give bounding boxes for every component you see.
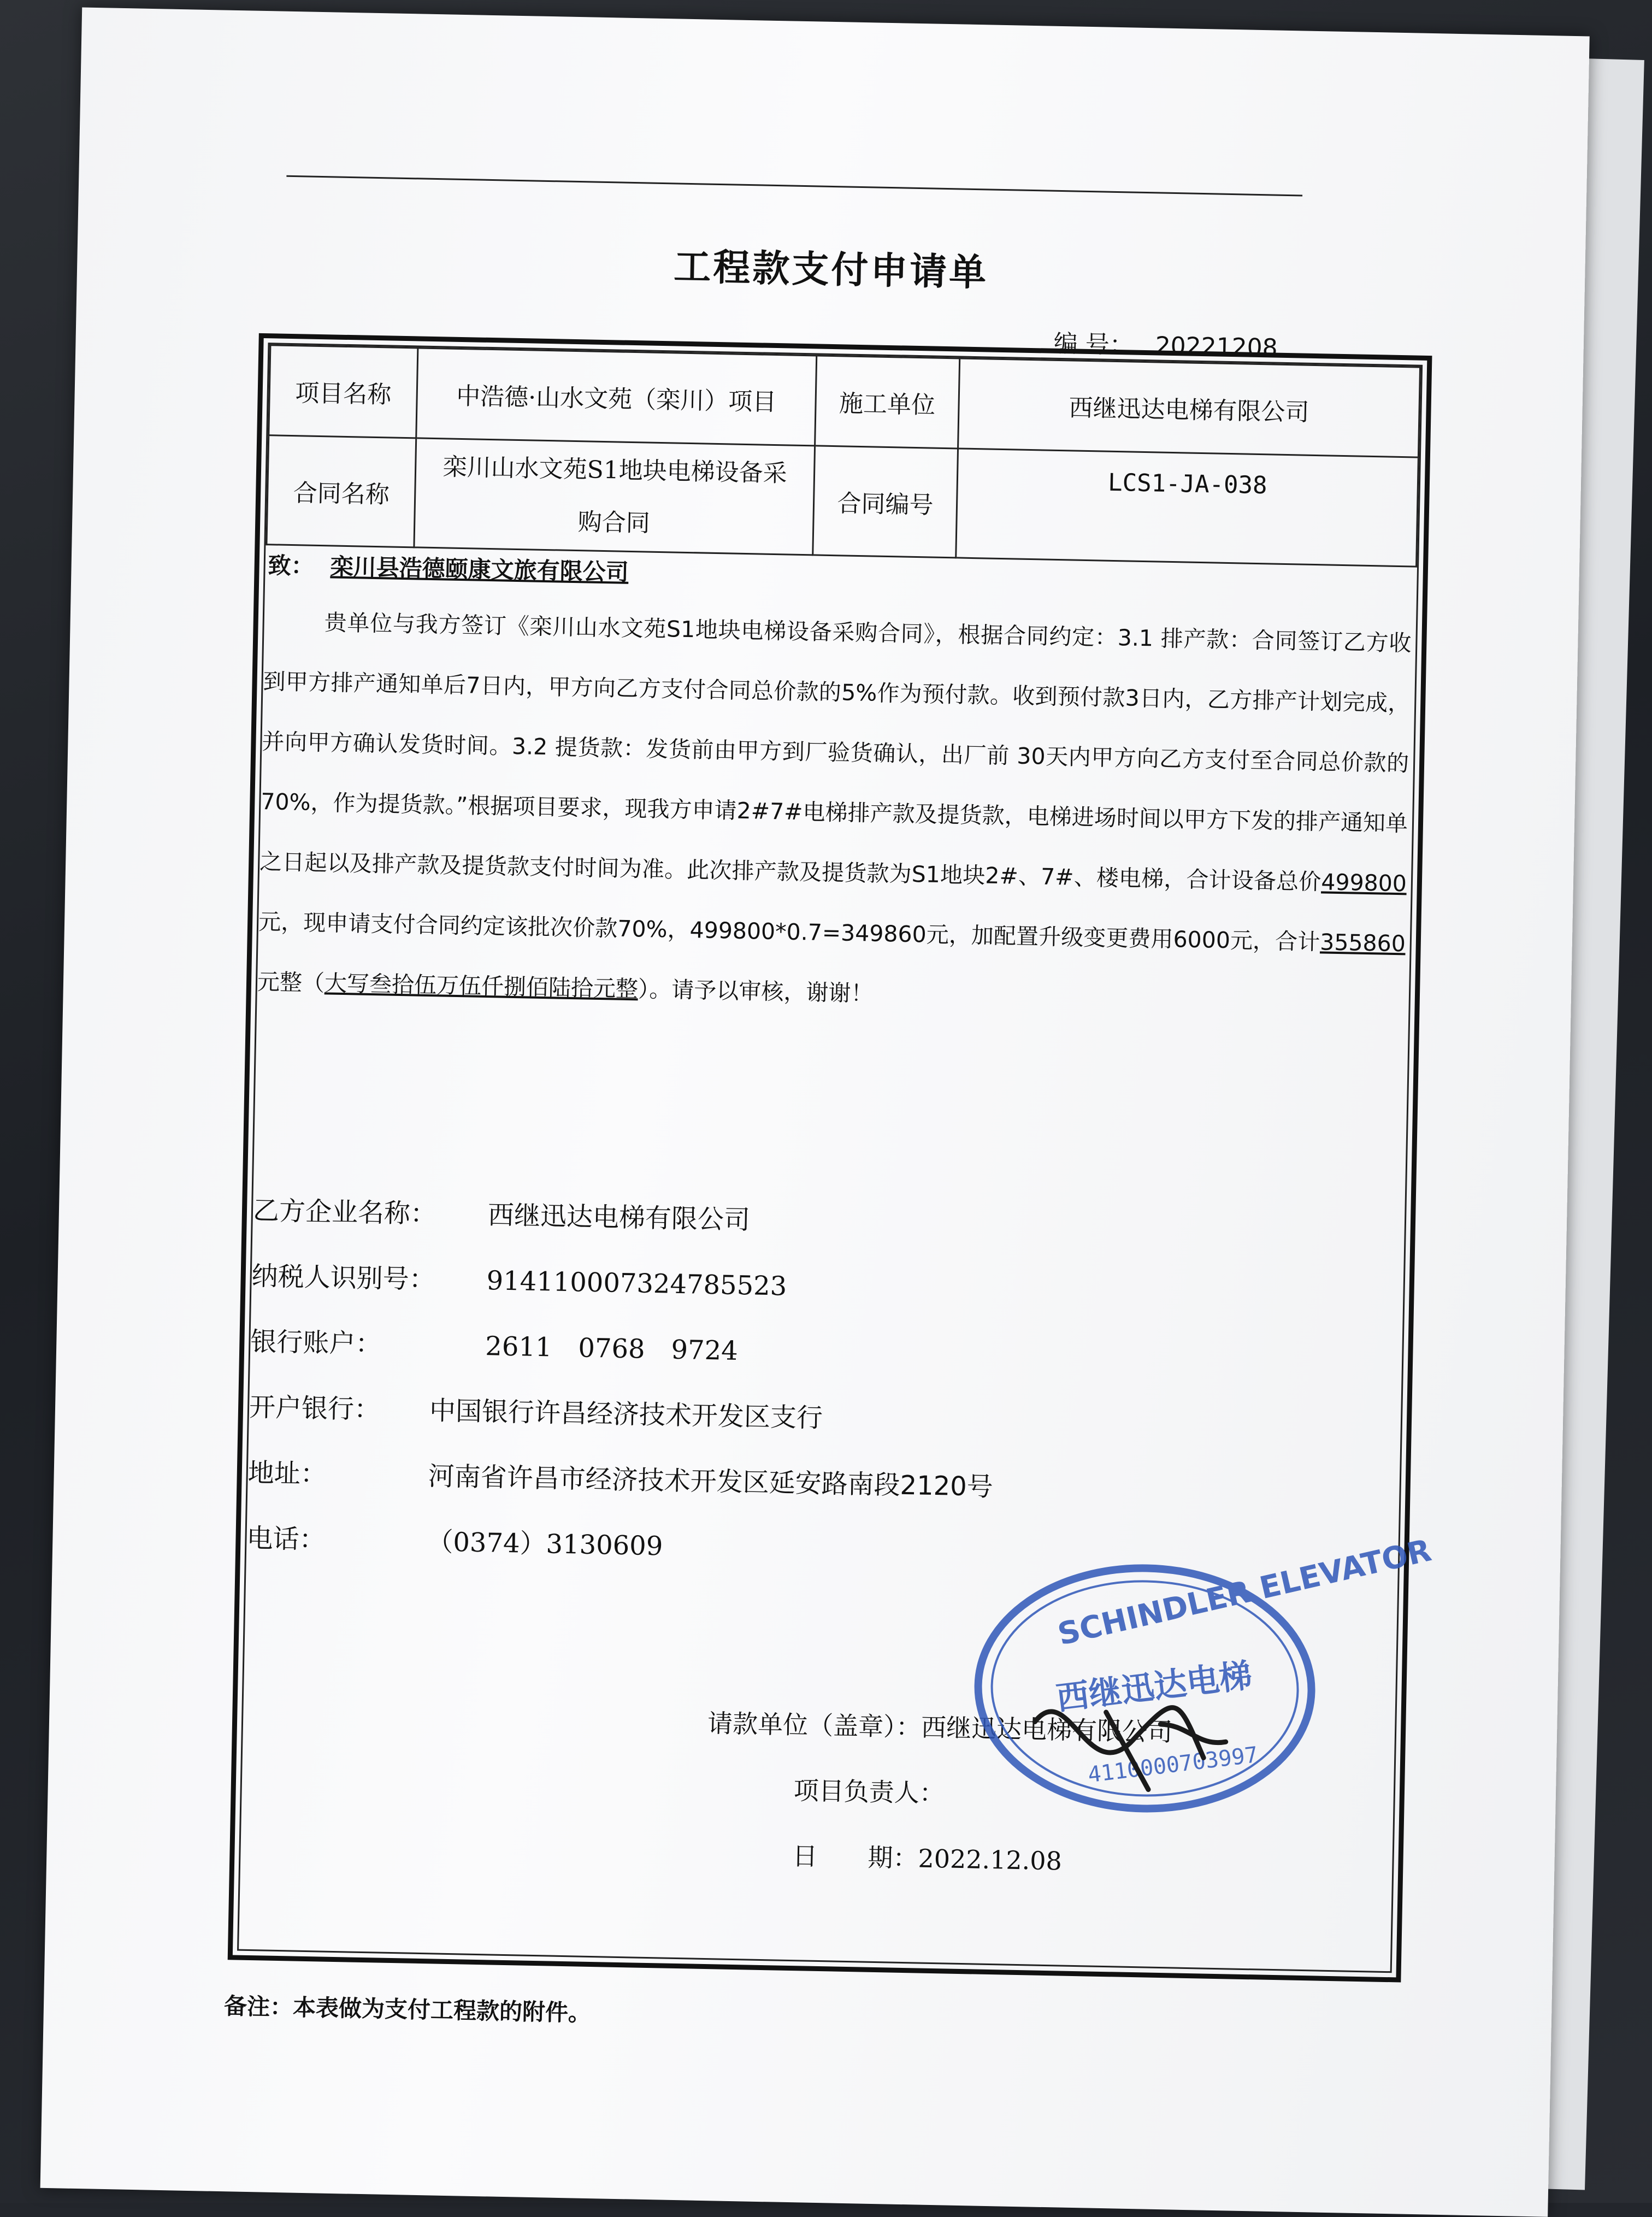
tax-id-row [251,1255,1399,1314]
doc-no-label: 编 号： [1053,329,1134,359]
contract-no-label: 合同编号 [813,446,958,558]
doc-no-value: 20221208 [1155,332,1278,362]
address-value: 河南省许昌市经济技术开发区延安路南段2120号 [428,1461,994,1503]
project-manager-label: 项目负责人： [793,1776,945,1808]
body-text-3: 元整（ [257,968,325,997]
request-paragraph [257,591,1412,1034]
header-rule [286,175,1302,197]
company-seal [967,1532,1435,1820]
contractor-value: 西继迅达电梯有限公司 [958,358,1420,457]
phone-value: （0374）3130609 [426,1526,663,1562]
project-name-label: 项目名称 [269,345,418,438]
tax-id-value: 914110007324785523 [486,1265,787,1302]
requesting-unit-label: 请款单位（盖章）： [707,1708,922,1742]
requesting-unit-value: 西继迅达电梯有限公司 [921,1712,1173,1747]
vendor-name-label: 乙方企业名称： [252,1195,437,1230]
svg-text:4110000703997: 4110000703997 [1086,1742,1260,1788]
addressee-value: 栾川县浩德颐康文旅有限公司 [330,553,629,586]
contract-name-label: 合同名称 [267,435,416,547]
header-table [266,344,1421,567]
bank-account-value: 2611 0768 9724 [485,1331,739,1367]
contract-name-value: 栾川山水文苑S1地块电梯设备采购合同 [414,438,815,555]
total-price: 499800 [1320,869,1407,897]
body-text-2: 元，现申请支付合同约定该批次价款70%，499800*0.7=349860元，加配置升级变更费用6000元，合计 [258,909,1320,956]
contract-no-value: LCS1-JA-038 [956,449,1419,567]
bank-account-label: 银行账户： [250,1326,382,1360]
footnote: 备注：本表做为支付工程款的附件。 [223,1992,592,2027]
vendor-name-row [252,1189,1400,1249]
addressee-line [265,547,629,587]
vendor-name-value: 西继迅达电梯有限公司 [487,1200,751,1236]
addressee-label: 致： [268,552,315,580]
svg-text:西继迅达电梯: 西继迅达电梯 [1054,1656,1254,1718]
bank-row [249,1386,1397,1446]
date-row [792,1836,1063,1877]
svg-text:SCHINDLER ELEVATOR: SCHINDLER ELEVATOR [1054,1532,1435,1653]
tax-id-label: 纳税人识别号： [251,1260,436,1295]
bank-label: 开户银行： [249,1391,381,1425]
address-label: 地址： [247,1457,327,1490]
date-label: 日 期： [792,1841,919,1873]
bank-value: 中国银行许昌经济技术开发区支行 [429,1395,823,1434]
project-manager-row [793,1771,945,1809]
total-amount: 355860 [1319,929,1406,957]
document-title: 工程款支付申请单 [673,245,989,295]
contractor-label: 施工单位 [815,356,960,449]
amount-in-words: 大写叁拾伍万伍仟捌佰陆拾元整 [324,970,639,1003]
project-name-value: 中浩德·山水文苑（栾川）项目 [416,348,817,446]
address-row [247,1452,1395,1511]
date-value: 2022.12.08 [917,1843,1063,1876]
body-text-1: 贵单位与我方签订《栾川山水文苑S1地块电梯设备采购合同》，根据合同约定：3.1 排产款：合同签订乙方收到甲方排产通知单后7日内，甲方向乙方支付合同总价款的5%作为预付款。收到预付款3日内，乙方排产计划完成，并向甲方确认发货时间。3.2 提货款：发货前由甲方到厂验货确认，出厂前 30天内甲方向乙方支付至合同总价款的70%，作为提货款。”根据项目要求，现我方申请2#7#电梯排产款及提货款，电梯进场时间以甲方下发的排产通知单之日起以及排产款及提货款支付时间为准。此次排产款及提货款为S1地块2#、7#、楼电梯，合计设备总价 [259,609,1412,895]
phone-label: 电话： [246,1523,326,1555]
payment-request-form [40,8,1590,2217]
bank-account-row [250,1320,1398,1380]
form-frame [228,333,1435,1983]
body-text-4: ）。请予以审核，谢谢！ [638,976,874,1007]
